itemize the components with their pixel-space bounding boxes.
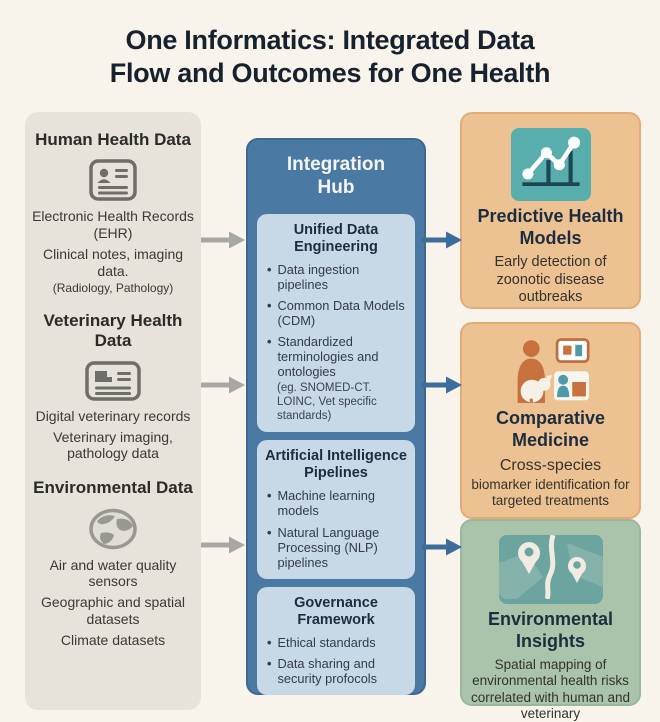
hub-bullet-text: • Ethical standards <box>277 635 376 651</box>
page-title <box>0 24 660 90</box>
hub-bullet <box>265 656 407 686</box>
outcome-description: Spatial mapping of environmental health risks correlated with human and veterinary <box>470 657 631 721</box>
outcome-predictive-health-models <box>460 112 641 309</box>
hub-bullet <box>265 635 407 650</box>
source-item: Geographic and spatial datasets <box>41 594 185 627</box>
hub-bullet-text: • Data sharing and security profocols <box>277 656 378 687</box>
title-line-2: Flow and Outcomes for One Health <box>109 57 551 88</box>
hub-bullet <box>265 298 407 328</box>
hub-bullet <box>265 525 407 570</box>
outcome-description: biomarker identification for targeted treatments <box>471 476 630 508</box>
source-item: Climate datasets <box>60 631 166 648</box>
outcome-environmental-insights <box>460 519 641 721</box>
outcome-title: Predictive Health Models <box>477 206 624 248</box>
outcome-title: Comparative Medicine <box>495 408 606 450</box>
hub-section-ai-pipelines <box>257 440 415 579</box>
hub-bullet <box>265 262 407 292</box>
ehr-card-icon <box>88 158 138 202</box>
hub-bullet-text: • Data ingestion pipelines <box>277 261 360 292</box>
title-line-1: One Informatics: Integrated Data <box>125 25 535 55</box>
map-pins-icon <box>499 535 603 604</box>
integration-hub-title: Integration Hub <box>286 154 386 198</box>
arrow-hub-to-predictive <box>422 228 462 252</box>
arrow-veterinary-to-hub <box>200 373 246 397</box>
arrow-human-to-hub <box>200 228 246 252</box>
hub-section-title: Unified Data Engineering <box>293 221 379 255</box>
source-item: Veterinary imaging, pathology data <box>53 428 173 462</box>
source-item: Digital veterinary records <box>35 407 191 424</box>
hub-section-title: Artificial Intelligence Pipelines <box>265 448 407 482</box>
arrow-environmental-to-hub <box>200 533 246 557</box>
hub-section-title: Governance Framework <box>294 594 378 628</box>
vet-record-icon <box>84 360 142 402</box>
line-chart-icon <box>511 128 591 201</box>
outcome-description: Early detection of zoonotic disease outbreaks <box>494 254 607 305</box>
hub-section-unified-data-engineering <box>257 214 415 433</box>
outcome-description-lead: Cross-species <box>499 457 602 475</box>
human-health-data-heading: Human Health Data <box>35 130 191 149</box>
globe-icon <box>87 507 139 551</box>
hub-bullet-text: • Common Data Models (CDM) <box>277 298 405 329</box>
environmental-data-heading: Environmental Data <box>33 478 193 498</box>
integration-hub-panel <box>246 138 426 695</box>
arrow-hub-to-comparative <box>422 373 462 397</box>
human-animal-medicine-icon <box>499 338 603 403</box>
source-item: Air and water quality sensors <box>49 556 177 590</box>
hub-bullet <box>265 334 407 379</box>
hub-bullet-text: • Machine learning models <box>277 488 375 519</box>
outcome-title: Environmental Insights <box>487 609 614 651</box>
hub-bullet-text: • Natural Language Processing (NLP) pipelines <box>277 524 380 570</box>
hub-standards-note: (eg. SNOMED-CT. LOINC, Vet specific standards) <box>277 382 377 422</box>
source-item: Electronic Health Records (EHR) <box>32 208 194 242</box>
veterinary-health-data-heading: Veterinary Health Data <box>43 310 183 351</box>
source-item: Clinical notes, imaging data. <box>42 245 184 279</box>
source-data-panel <box>25 112 201 710</box>
hub-bullet <box>265 488 407 518</box>
source-item-note: (Radiology, Pathology) <box>52 280 174 295</box>
hub-bullet-text: • Standardized terminologies and ontologies <box>277 334 379 380</box>
arrow-hub-to-environmental <box>422 535 462 559</box>
outcome-comparative-medicine <box>460 322 641 519</box>
hub-section-governance-framework <box>257 587 415 696</box>
